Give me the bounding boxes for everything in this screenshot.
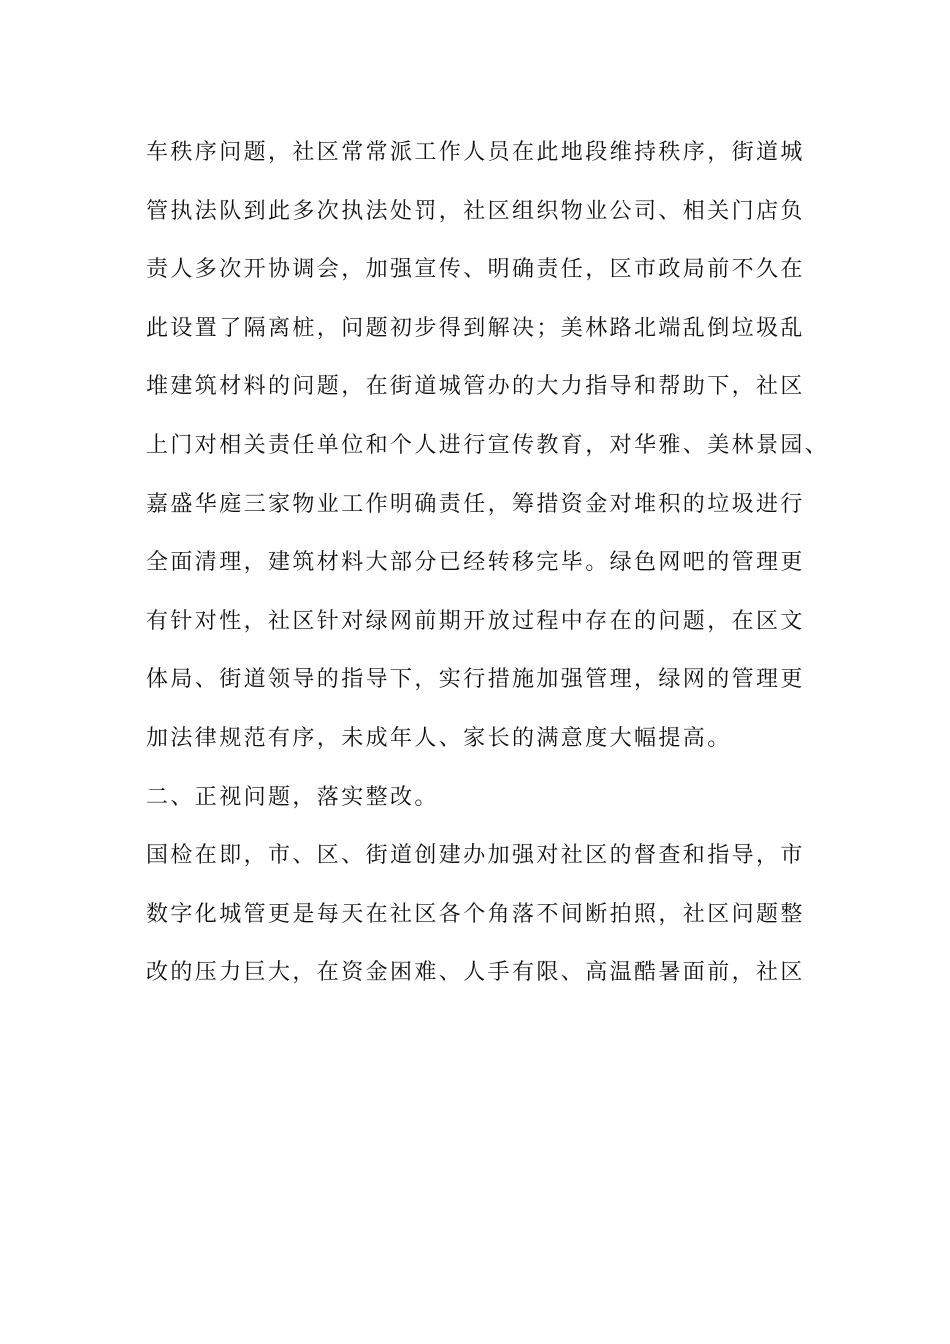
- text-line: 国检在即，市、区、街道创建办加强对社区的督查和指导，市: [146, 843, 805, 869]
- text-line: 体局、街道领导的指导下，实行措施加强管理，绿网的管理更: [146, 667, 805, 693]
- text-line: 车秩序问题，社区常常派工作人员在此地段维持秩序，街道城: [146, 140, 805, 165]
- text-line: 嘉盛华庭三家物业工作明确责任，筹措资金对堆积的垃圾进行: [146, 491, 805, 517]
- text-line: 数字化城管更是每天在社区各个角落不间断拍照，社区问题整: [146, 901, 805, 927]
- text-line: 此设置了隔离桩，问题初步得到解决；美林路北端乱倒垃圾乱: [146, 315, 805, 341]
- text-line: 全面清理，建筑材料大部分已经转移完毕。绿色网吧的管理更: [146, 550, 805, 576]
- text-line: 管执法队到此多次执法处罚，社区组织物业公司、相关门店负: [146, 198, 805, 224]
- text-line: 堆建筑材料的问题，在街道城管办的大力指导和帮助下，社区: [146, 374, 805, 400]
- text-line: 上门对相关责任单位和个人进行宣传教育，对华雅、美林景园、: [146, 432, 830, 458]
- text-line: 有针对性，社区针对绿网前期开放过程中存在的问题，在区文: [146, 608, 805, 634]
- document-body: [146, 124, 830, 1003]
- text-line: 改的压力巨大，在资金困难、人手有限、高温酷暑面前，社区: [146, 960, 805, 986]
- text-line: 加法律规范有序，未成年人、家长的满意度大幅提高。: [146, 725, 732, 751]
- text-line: 责人多次开协调会，加强宣传、明确责任，区市政局前不久在: [146, 257, 805, 283]
- section-heading: 二、正视问题，落实整改。: [146, 784, 439, 810]
